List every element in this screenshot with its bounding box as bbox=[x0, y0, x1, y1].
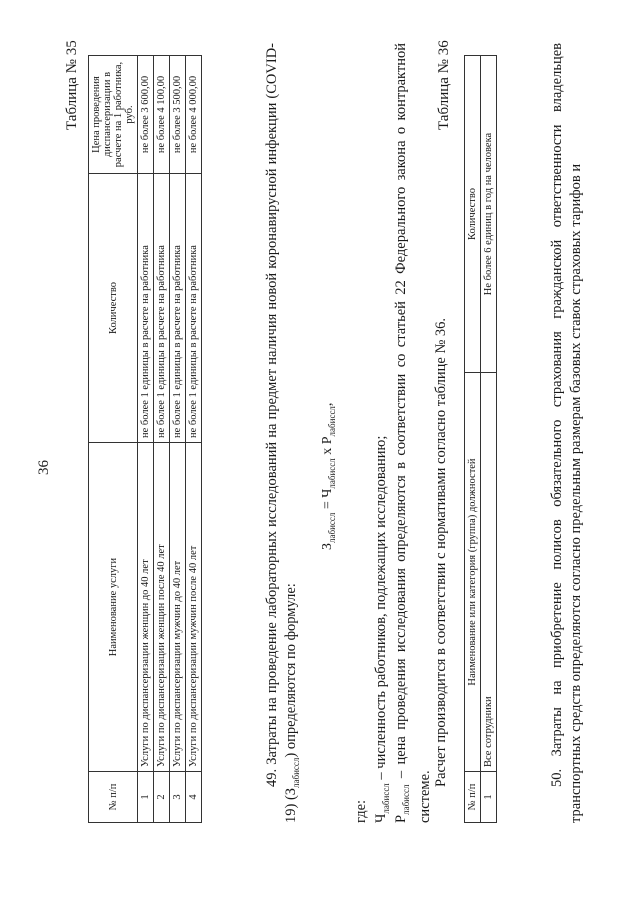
formula-eq: = Ч bbox=[320, 488, 335, 513]
table-35 bbox=[88, 55, 202, 823]
definition-2-sub: лабиссл bbox=[400, 784, 411, 815]
table-header: Наименование или категория (группа) должностей bbox=[465, 373, 481, 772]
formula-p-sub: лабиссл bbox=[326, 406, 337, 437]
table-cell: не более 1 единицы в расчете на работника bbox=[186, 174, 202, 443]
definition-1-text: – численность работников, подлежащих исследованию; bbox=[373, 435, 389, 784]
definition-2 bbox=[392, 43, 435, 823]
formula-lhs: З bbox=[320, 542, 335, 550]
paragraph-49-text: 49. Затраты на проведение лабораторных исследований на предмет наличия новой коронавирусной инфекции (COVID-19) (З bbox=[264, 43, 299, 823]
table-cell: 4 bbox=[186, 772, 202, 823]
formula bbox=[320, 403, 337, 550]
table-35-caption: Таблица № 35 bbox=[64, 40, 80, 130]
table-cell: не более 3 600,00 bbox=[138, 56, 154, 174]
table-cell: не более 1 единицы в расчете на работника bbox=[138, 174, 154, 443]
paragraph-49 bbox=[263, 43, 306, 823]
page-number: 36 bbox=[36, 460, 52, 475]
table-row bbox=[186, 56, 202, 823]
definition-1-symbol: Ч bbox=[373, 813, 389, 823]
where-label: где: bbox=[353, 799, 369, 823]
definition-1-sub: лабиссл bbox=[380, 783, 391, 814]
table-header: Количество bbox=[89, 174, 138, 443]
table-row bbox=[154, 56, 170, 823]
paragraph-49-sub: лабиссл bbox=[290, 757, 301, 788]
table-header: № п/п bbox=[89, 772, 138, 823]
formula-tail: , bbox=[320, 402, 335, 407]
table-header-row bbox=[89, 56, 138, 823]
table-row bbox=[170, 56, 186, 823]
table-36-caption: Таблица № 36 bbox=[436, 40, 452, 130]
table-header: Цена проведения диспансеризации в расчете на 1 работника, руб. bbox=[89, 56, 138, 174]
definition-2-text: – цена проведения исследования определяются в соответствии со статьей 22 Федерального закона о контрактной системе. bbox=[393, 43, 433, 823]
table-cell: Услуги по диспансеризации мужчин после 40 лет bbox=[186, 443, 202, 772]
definition-2-symbol: Р bbox=[393, 814, 409, 823]
table-cell: не более 4 000,00 bbox=[186, 56, 202, 174]
table-cell: не более 1 единицы в расчете на работника bbox=[170, 174, 186, 443]
table-row bbox=[138, 56, 154, 823]
table-cell: не более 3 500,00 bbox=[170, 56, 186, 174]
table-header: № п/п bbox=[465, 772, 481, 823]
table-header: Наименование услуги bbox=[89, 443, 138, 772]
table-cell: Услуги по диспансеризации женщин до 40 лет bbox=[138, 443, 154, 772]
table-cell: не более 1 единицы в расчете на работника bbox=[154, 174, 170, 443]
table-cell: 1 bbox=[138, 772, 154, 823]
table-header: Количество bbox=[465, 56, 481, 373]
calc-note: Расчет производится в соответствии с нормативами согласно таблице № 36. bbox=[433, 317, 449, 787]
table-cell: Услуги по диспансеризации женщин после 40 лет bbox=[154, 443, 170, 772]
formula-lhs-sub: лабиссл bbox=[326, 512, 337, 543]
table-cell: Все сотрудники bbox=[481, 373, 497, 772]
table-36 bbox=[464, 55, 497, 823]
paragraph-50: 50. Затраты на приобретение полисов обязательного страхования гражданской ответственности владельцев транспортных средств определяются согласно предельным размерам базовых ставок страховых тарифов и bbox=[549, 43, 584, 823]
table-header-row bbox=[465, 56, 481, 823]
table-cell: 1 bbox=[481, 772, 497, 823]
table-cell: не более 4 100,00 bbox=[154, 56, 170, 174]
table-cell: Не более 6 единиц в год на человека bbox=[481, 56, 497, 373]
formula-times: х Р bbox=[320, 436, 335, 459]
table-row bbox=[481, 56, 497, 823]
table-cell: 3 bbox=[170, 772, 186, 823]
table-cell: Услуги по диспансеризации мужчин до 40 лет bbox=[170, 443, 186, 772]
paragraph-49-end: ) определяются по формуле: bbox=[283, 583, 299, 758]
table-cell: 2 bbox=[154, 772, 170, 823]
formula-ch-sub: лабиссл bbox=[326, 458, 337, 489]
